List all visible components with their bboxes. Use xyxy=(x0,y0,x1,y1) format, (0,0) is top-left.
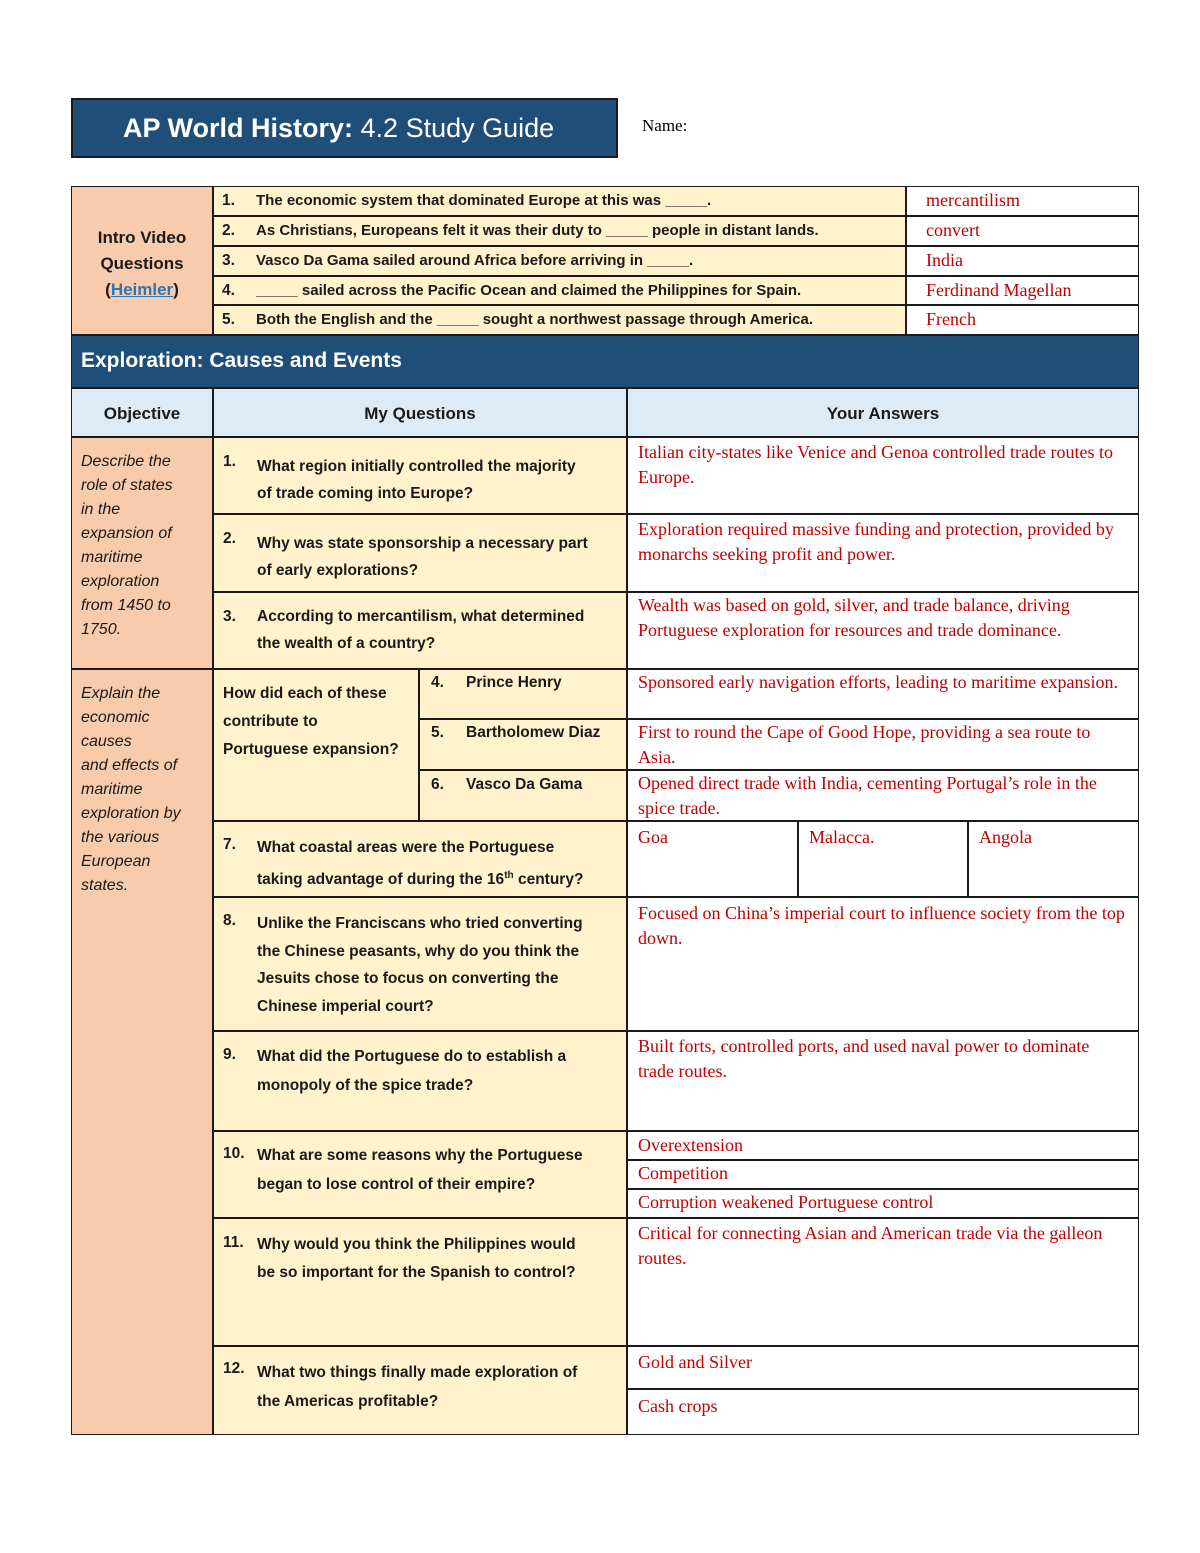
intro-question-4 xyxy=(213,276,906,305)
answer-7a[interactable]: Goa xyxy=(627,821,798,897)
intro-answer-1[interactable] xyxy=(906,186,1139,216)
col-header-questions: My Questions xyxy=(213,388,627,437)
contribution-question: How did each of these contribute to Portuguese expansion? xyxy=(213,669,419,821)
objective-line: the various xyxy=(81,829,160,846)
question-8: 8. Unlike the Franciscans who tried converting the Chinese peasants, why do you think the Jesuits chose to focus on converting the Chinese imperial court? xyxy=(213,897,627,1031)
objective-line: states. xyxy=(81,877,129,894)
question-10: 10. What are some reasons why the Portuguese began to lose control of their empire? xyxy=(213,1131,627,1218)
objective-line: 1750. xyxy=(81,621,122,638)
intro-question-text: _____ sailed across the Pacific Ocean and claimed the Philippines for Spain. xyxy=(256,282,802,299)
intro-question-number: 5. xyxy=(222,311,235,328)
objective-line: European xyxy=(81,853,151,870)
objective-line: expansion of xyxy=(81,525,172,542)
answer-1[interactable]: Italian city-states like Venice and Genoa controlled trade routes to Europe. xyxy=(627,437,1139,514)
intro-answer-text: convert xyxy=(926,220,980,240)
intro-question-text: Vasco Da Gama sailed around Africa before arriving in _____. xyxy=(256,252,694,269)
objective-line: maritime xyxy=(81,549,143,566)
intro-answer-text: French xyxy=(926,309,976,329)
intro-question-1 xyxy=(213,186,906,216)
objective-line: and effects of xyxy=(81,757,178,774)
objective-line: role of states xyxy=(81,477,173,494)
page-title: AP World History: 4.2 Study Guide xyxy=(71,98,618,158)
answer-11[interactable]: Critical for connecting Asian and American trade via the galleon routes. xyxy=(627,1218,1139,1346)
intro-answer-5[interactable] xyxy=(906,305,1139,335)
intro-answer-text: India xyxy=(926,250,963,270)
question-2: 2. Why was state sponsorship a necessary part of early explorations? xyxy=(213,514,627,592)
objective-line: Describe the xyxy=(81,453,171,470)
objective-line: causes xyxy=(81,733,132,750)
objective-line: maritime xyxy=(81,781,143,798)
person-prince-henry: 4. Prince Henry xyxy=(419,669,627,719)
answer-10b[interactable]: Competition xyxy=(627,1160,1139,1189)
person-bartholomew-diaz: 5. Bartholomew Diaz xyxy=(419,719,627,770)
answer-7c[interactable]: Angola xyxy=(968,821,1139,897)
answer-7b[interactable]: Malacca. xyxy=(798,821,968,897)
question-11: 11. Why would you think the Philippines would be so important for the Spanish to control? xyxy=(213,1218,627,1346)
question-9: 9. What did the Portuguese do to establish a monopoly of the spice trade? xyxy=(213,1031,627,1131)
objective-cell-2 xyxy=(71,669,213,1435)
col-header-objective: Objective xyxy=(71,388,213,437)
answer-6[interactable]: Opened direct trade with India, cementing Portugal’s role in the spice trade. xyxy=(627,770,1139,821)
objective-line: in the xyxy=(81,501,121,518)
answer-9[interactable]: Built forts, controlled ports, and used naval power to dominate trade routes. xyxy=(627,1031,1139,1131)
objective-line: exploration xyxy=(81,573,160,590)
intro-question-5 xyxy=(213,305,906,335)
intro-answer-4[interactable] xyxy=(906,276,1139,305)
intro-question-text: As Christians, Europeans felt it was their duty to _____ people in distant lands. xyxy=(256,222,819,239)
objective-line: from 1450 to xyxy=(81,597,171,614)
section-title: Exploration: Causes and Events xyxy=(81,349,402,372)
intro-question-text: The economic system that dominated Europe at this was _____. xyxy=(256,192,712,209)
intro-question-2 xyxy=(213,216,906,246)
intro-question-number: 4. xyxy=(222,282,235,299)
answer-10a[interactable]: Overextension xyxy=(627,1131,1139,1160)
answer-12a[interactable]: Gold and Silver xyxy=(627,1346,1139,1389)
intro-label-line2: Questions xyxy=(100,254,184,273)
intro-question-text: Both the English and the _____ sought a northwest passage through America. xyxy=(256,311,814,328)
objective-text-2 xyxy=(81,682,181,898)
intro-answer-text: Ferdinand Magellan xyxy=(926,280,1072,300)
answer-8[interactable]: Focused on China’s imperial court to influence society from the top down. xyxy=(627,897,1139,1031)
question-3: 3. According to mercantilism, what determined the wealth of a country? xyxy=(213,592,627,669)
question-1: 1. What region initially controlled the majority of trade coming into Europe? xyxy=(213,437,627,514)
intro-answer-3[interactable] xyxy=(906,246,1139,276)
section-header xyxy=(71,335,1139,388)
objective-text-1 xyxy=(81,450,173,642)
intro-question-number: 1. xyxy=(222,192,235,209)
answer-3[interactable]: Wealth was based on gold, silver, and trade balance, driving Portuguese exploration for resources and trade dominance. xyxy=(627,592,1139,669)
question-7: 7. What coastal areas were the Portuguese taking advantage of during the 16th century? xyxy=(213,821,627,897)
intro-question-number: 3. xyxy=(222,252,235,269)
objective-line: economic xyxy=(81,709,150,726)
intro-answer-text: mercantilism xyxy=(926,190,1020,210)
col-header-answers: Your Answers xyxy=(627,388,1139,437)
objective-line: Explain the xyxy=(81,685,161,702)
answer-5[interactable]: First to round the Cape of Good Hope, providing a sea route to Asia. xyxy=(627,719,1139,770)
question-12: 12. What two things finally made exploration of the Americas profitable? xyxy=(213,1346,627,1435)
intro-label-line1: Intro Video xyxy=(97,228,187,247)
answer-12b[interactable]: Cash crops xyxy=(627,1389,1139,1435)
objective-cell-1 xyxy=(71,437,213,669)
intro-label-cell: Intro Video Questions (Heimler) xyxy=(71,186,213,335)
answer-2[interactable]: Exploration required massive funding and protection, provided by monarchs seeking profit and power. xyxy=(627,514,1139,592)
intro-question-3 xyxy=(213,246,906,276)
objective-line: exploration by xyxy=(81,805,181,822)
answer-4[interactable]: Sponsored early navigation efforts, leading to maritime expansion. xyxy=(627,669,1139,719)
name-label: Name: xyxy=(642,116,688,135)
intro-answer-2[interactable] xyxy=(906,216,1139,246)
answer-10c[interactable]: Corruption weakened Portuguese control xyxy=(627,1189,1139,1218)
heimler-link[interactable]: Heimler xyxy=(110,280,174,299)
intro-question-number: 2. xyxy=(222,222,235,239)
person-vasco-da-gama: 6. Vasco Da Gama xyxy=(419,770,627,821)
